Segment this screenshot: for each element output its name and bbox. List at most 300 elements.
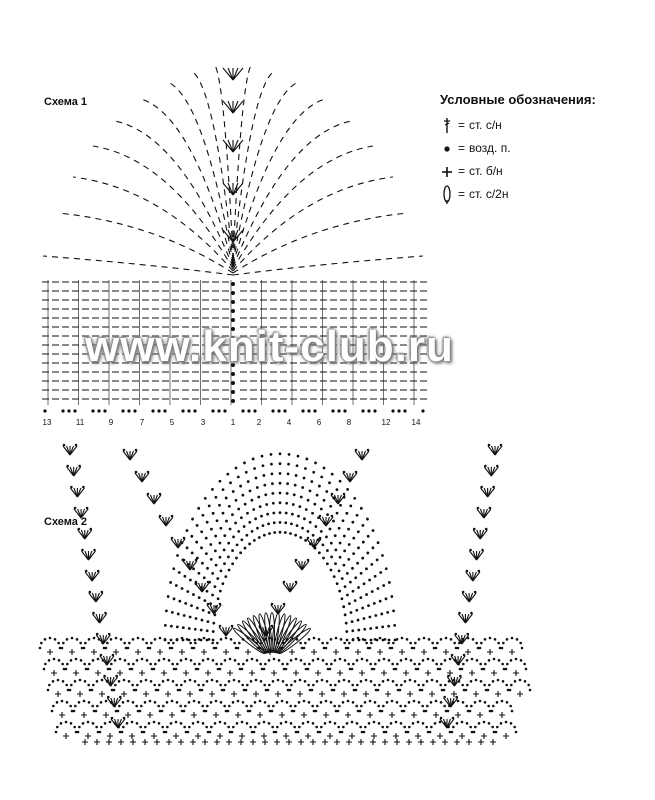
chain-stitch (240, 516, 243, 519)
chain-stitch (305, 508, 308, 511)
chain-stitch (318, 485, 321, 488)
chain-stitch (192, 722, 195, 725)
chain-stitch (368, 616, 371, 619)
chain-stitch (96, 633, 99, 636)
chain-stitch (459, 675, 462, 678)
chain-stitch (279, 492, 282, 495)
chain-stitch (363, 731, 366, 734)
chain-stitch (348, 680, 351, 683)
chain-stitch (320, 726, 323, 729)
chain-stitch (309, 543, 312, 546)
chain-stitch (96, 680, 99, 683)
chain-stitch (502, 680, 505, 683)
chain-stitch (367, 409, 370, 412)
chain-stitch (187, 409, 190, 412)
chain-stitch (335, 637, 338, 640)
chain-stitch (136, 684, 139, 687)
chain-stitch (244, 503, 247, 506)
chain-stitch (444, 722, 447, 725)
column-number: 7 (139, 418, 145, 427)
chain-stitch (92, 684, 95, 687)
chain-stitch (202, 609, 205, 612)
chain-stitch (205, 537, 208, 540)
chain-stitch (228, 680, 231, 683)
chain-stitch (343, 642, 346, 645)
chain-stitch (101, 642, 104, 645)
chain-stitch (132, 663, 135, 666)
chain-stitch (264, 663, 267, 666)
chain-stitch (377, 689, 380, 692)
chain-stitch (315, 726, 318, 729)
chain-stitch (379, 600, 382, 603)
chain-stitch (304, 642, 307, 645)
chain-stitch (273, 658, 276, 661)
chain-stitch (225, 520, 228, 523)
single-crochet (257, 712, 263, 718)
chain-stitch (448, 680, 451, 683)
chain-stitch (126, 722, 129, 725)
chain-stitch (258, 722, 261, 725)
chain-stitch (330, 638, 333, 641)
chain-stitch (299, 679, 302, 682)
chain-stitch (304, 467, 307, 470)
chain-stitch (62, 642, 65, 645)
chain-stitch (357, 637, 360, 640)
chain-stitch (364, 701, 367, 704)
chain-stitch (428, 638, 431, 641)
chain-stitch (268, 532, 271, 535)
chain-stitch (493, 658, 496, 661)
chain-stitch (142, 638, 145, 641)
chain-stitch (483, 684, 486, 687)
chain-stitch (492, 680, 495, 683)
chain-stitch (501, 663, 504, 666)
chain-stitch (159, 493, 162, 496)
scheme2-chart (39, 444, 532, 745)
chain-stitch (400, 684, 403, 687)
chain-stitch (396, 701, 399, 704)
single-crochet (355, 649, 361, 655)
chain-stitch (245, 705, 248, 708)
chain-stitch (355, 705, 358, 708)
chain-stitch (366, 552, 369, 555)
chain-stitch (337, 726, 340, 729)
chain-stitch (333, 575, 336, 578)
chain-stitch (202, 514, 205, 517)
feather-row (233, 82, 298, 263)
chain-stitch (114, 659, 117, 662)
chain-stitch (440, 638, 443, 641)
chain-stitch (110, 701, 113, 704)
chain-stitch (211, 679, 214, 682)
chain-stitch (293, 726, 296, 729)
chain-stitch (63, 444, 66, 447)
chain-stitch (123, 642, 126, 645)
single-crochet (227, 670, 233, 676)
chain-stitch (386, 701, 389, 704)
single-crochet (55, 691, 61, 697)
chain-stitch (242, 701, 245, 704)
chain-stitch (352, 638, 355, 641)
chain-stitch (279, 521, 282, 524)
chain-stitch (467, 637, 470, 640)
chain-stitch (425, 726, 428, 729)
chain-stitch (206, 620, 209, 623)
chain-stitch (391, 663, 394, 666)
chain-stitch (101, 679, 104, 682)
chain-stitch (70, 684, 73, 687)
chain-stitch (334, 562, 337, 565)
chain-stitch (337, 710, 340, 713)
chain-stitch (272, 680, 275, 683)
chain-stitch (181, 637, 184, 640)
double-crochet (223, 101, 233, 113)
chain-stitch (421, 705, 424, 708)
single-crochet (253, 691, 259, 697)
chain-stitch (417, 721, 420, 724)
chain-stitch (220, 527, 223, 530)
chain-stitch (207, 658, 210, 661)
single-crochet (275, 691, 281, 697)
equals-sign: = (458, 117, 466, 132)
chain-stitch (215, 663, 218, 666)
chain-stitch (172, 642, 175, 645)
chain-stitch (197, 507, 200, 510)
chain-stitch (103, 675, 106, 678)
chain-stitch (497, 642, 500, 645)
feather-row (233, 256, 423, 275)
chain-stitch (462, 663, 465, 666)
chain-stitch (58, 659, 61, 662)
chain-stitch (136, 722, 139, 725)
chain-stitch (188, 627, 191, 630)
chain-stitch (423, 637, 426, 640)
chain-stitch (176, 663, 179, 666)
chain-stitch (271, 482, 274, 485)
chain-stitch (323, 499, 326, 502)
chain-stitch (469, 710, 472, 713)
chain-stitch (426, 705, 429, 708)
chain-stitch (183, 575, 186, 578)
single-crochet-icon (440, 162, 454, 180)
chain-stitch (343, 409, 346, 412)
chain-stitch (162, 705, 165, 708)
legend-item-double-crochet (440, 113, 645, 136)
chain-stitch (200, 586, 203, 589)
single-crochet (223, 649, 229, 655)
chain-stitch (410, 659, 413, 662)
chain-stitch (235, 467, 238, 470)
chain-stitch (75, 658, 78, 661)
chain-stitch (143, 731, 146, 734)
chain-stitch (365, 679, 368, 682)
chain-stitch (89, 528, 92, 531)
chain-stitch (381, 554, 384, 557)
chain-stitch (180, 659, 183, 662)
chain-stitch (211, 642, 214, 645)
chain-stitch (331, 409, 334, 412)
chain-stitch (330, 542, 333, 545)
chain-stitch (317, 658, 320, 661)
feather-row (215, 65, 233, 259)
chain-stitch (352, 701, 355, 704)
chain-stitch (371, 590, 374, 593)
chain-stitch (233, 642, 236, 645)
chain-stitch (106, 642, 109, 645)
chain-stitch (255, 477, 258, 480)
single-crochet (179, 649, 185, 655)
chain-stitch (215, 564, 218, 567)
chain-stitch (242, 663, 245, 666)
column-number: 9 (108, 418, 114, 427)
chain-stitch (140, 680, 143, 683)
chain-stitch (196, 524, 199, 527)
chain-stitch (231, 399, 235, 403)
chain-stitch (283, 409, 286, 412)
chain-stitch (307, 559, 310, 562)
chain-stitch (418, 663, 421, 666)
single-crochet (117, 670, 123, 676)
chain-stitch (352, 663, 355, 666)
chain-stitch (458, 612, 461, 615)
chain-stitch (326, 562, 329, 565)
chain-stitch (367, 449, 370, 452)
chain-stitch (88, 638, 91, 641)
chain-stitch (373, 409, 376, 412)
single-crochet (249, 670, 255, 676)
chain-stitch (176, 638, 179, 641)
single-crochet (394, 739, 400, 745)
chain-stitch (260, 515, 263, 518)
single-crochet (82, 739, 88, 745)
chain-stitch (201, 619, 204, 622)
chain-stitch (88, 663, 91, 666)
chain-stitch (206, 567, 209, 570)
chain-stitch (347, 663, 350, 666)
chain-stitch (252, 508, 255, 511)
chain-stitch (202, 684, 205, 687)
chain-stitch (218, 542, 221, 545)
chain-stitch (191, 552, 194, 555)
chain-stitch (171, 647, 174, 650)
chain-stitch (207, 603, 210, 606)
chain-stitch (97, 658, 100, 661)
chain-stitch (192, 567, 195, 570)
chain-stitch (203, 599, 206, 602)
single-crochet (165, 691, 171, 697)
chain-stitch (229, 481, 232, 484)
chain-stitch (66, 701, 69, 704)
chain-stitch (139, 710, 142, 713)
single-crochet (455, 712, 461, 718)
chain-stitch (326, 549, 329, 552)
chain-stitch (369, 647, 372, 650)
chain-stitch (66, 638, 69, 641)
chain-stitch (263, 684, 266, 687)
chain-stitch (307, 537, 310, 540)
chain-stitch (343, 549, 346, 552)
single-crochet (490, 739, 496, 745)
chain-stitch (289, 532, 292, 535)
chain-stitch (253, 409, 256, 412)
chain-stitch (166, 701, 169, 704)
chain-stitch (355, 449, 358, 452)
chain-stitch (520, 659, 523, 662)
single-crochet (226, 739, 232, 745)
chain-stitch (216, 680, 219, 683)
chain-stitch (498, 659, 501, 662)
single-crochet (283, 733, 289, 739)
chain-stitch (313, 503, 316, 506)
chain-stitch (189, 616, 192, 619)
chain-stitch (154, 638, 157, 641)
chain-stitch (271, 726, 274, 729)
chain-stitch (377, 541, 380, 544)
chain-stitch (322, 557, 325, 560)
feather-row (93, 146, 233, 269)
chain-stitch (239, 485, 242, 488)
chain-stitch (217, 597, 220, 600)
chain-stitch (351, 721, 354, 724)
chain-stitch (261, 455, 264, 458)
chain-stitch (395, 721, 398, 724)
chain-stitch (279, 452, 282, 455)
chain-stitch (241, 409, 244, 412)
chain-stitch (175, 684, 178, 687)
chain-stitch (286, 482, 289, 485)
chain-stitch (348, 642, 351, 645)
chain-stitch (465, 689, 468, 692)
chain-stitch (336, 582, 339, 585)
chain-stitch (399, 689, 402, 692)
column-number: 4 (286, 418, 292, 427)
feather-row (233, 65, 251, 259)
chain-stitch (386, 611, 389, 614)
chain-stitch (343, 496, 346, 499)
chain-stitch (232, 490, 235, 493)
chain-stitch (492, 486, 495, 489)
chain-stitch (351, 521, 354, 524)
chain-stitch (77, 528, 80, 531)
chain-stitch (249, 710, 252, 713)
chain-stitch (179, 705, 182, 708)
chain-stitch (484, 701, 487, 704)
chain-stitch (488, 659, 491, 662)
chain-stitch (296, 524, 299, 527)
chain-stitch (502, 642, 505, 645)
single-crochet (161, 670, 167, 676)
single-crochet (103, 712, 109, 718)
chain-stitch (82, 722, 85, 725)
chain-stitch (339, 658, 342, 661)
single-crochet (274, 739, 280, 745)
chain-stitch (219, 556, 222, 559)
chain-stitch (104, 722, 107, 725)
chain-stitch (169, 581, 172, 584)
chain-stitch (223, 562, 226, 565)
chain-stitch (195, 541, 198, 544)
single-crochet (143, 691, 149, 697)
chain-stitch (117, 710, 120, 713)
chain-stitch (73, 726, 76, 729)
chain-stitch (447, 710, 450, 713)
single-crochet (235, 712, 241, 718)
chain-stitch (282, 680, 285, 683)
chain-stitch (326, 513, 329, 516)
chain-stitch (201, 689, 204, 692)
chain-stitch (44, 638, 47, 641)
chain-stitch (147, 493, 150, 496)
double-crochet (223, 68, 233, 80)
chain-stitch (316, 494, 319, 497)
chain-stitch (56, 726, 59, 729)
column-number: 13 (42, 418, 52, 427)
chain-stitch (378, 722, 381, 725)
chain-stitch (171, 611, 174, 614)
chain-stitch (73, 710, 76, 713)
chain-stitch (373, 721, 376, 724)
chain-stitch (466, 633, 469, 636)
chain-stitch (407, 731, 410, 734)
chain-stitch (480, 486, 483, 489)
chain-stitch (511, 637, 514, 640)
single-crochet (487, 649, 493, 655)
chain-stitch (422, 722, 425, 725)
chain-stitch (360, 705, 363, 708)
chain-stitch (478, 570, 481, 573)
chain-stitch (228, 705, 231, 708)
chain-stitch (404, 705, 407, 708)
chain-stitch (181, 559, 184, 562)
chain-stitch (257, 496, 260, 499)
chain-stitch (203, 637, 206, 640)
chain-stitch (418, 701, 421, 704)
chain-stitch (279, 511, 282, 514)
chain-stitch (184, 680, 187, 683)
chain-stitch (373, 684, 376, 687)
chain-stitch (395, 668, 398, 671)
chain-stitch (367, 604, 370, 607)
chain-stitch (491, 710, 494, 713)
chain-stitch (515, 731, 518, 734)
chain-stitch (354, 599, 357, 602)
chain-stitch (243, 462, 246, 465)
chain-stitch (163, 409, 166, 412)
chain-stitch (278, 659, 281, 662)
single-crochet (125, 712, 131, 718)
chain-stitch (194, 628, 197, 631)
single-crochet (407, 691, 413, 697)
chain-stitch (215, 605, 218, 608)
single-crochet (130, 739, 136, 745)
chain-stitch (194, 639, 197, 642)
chain-stitch (466, 659, 469, 662)
chain-stitch (294, 705, 297, 708)
chain-stitch (473, 528, 476, 531)
chain-stitch (318, 551, 321, 554)
chain-stitch (219, 625, 222, 628)
chain-stitch (470, 680, 473, 683)
chain-stitch (515, 658, 518, 661)
chain-stitch (484, 465, 487, 468)
chain-stitch (361, 524, 364, 527)
chain-stitch (432, 659, 435, 662)
chain-stitch (161, 710, 164, 713)
chain-stitch (119, 696, 122, 699)
chain-stitch (286, 701, 289, 704)
chain-stitch (313, 409, 316, 412)
chain-stitch (95, 726, 98, 729)
